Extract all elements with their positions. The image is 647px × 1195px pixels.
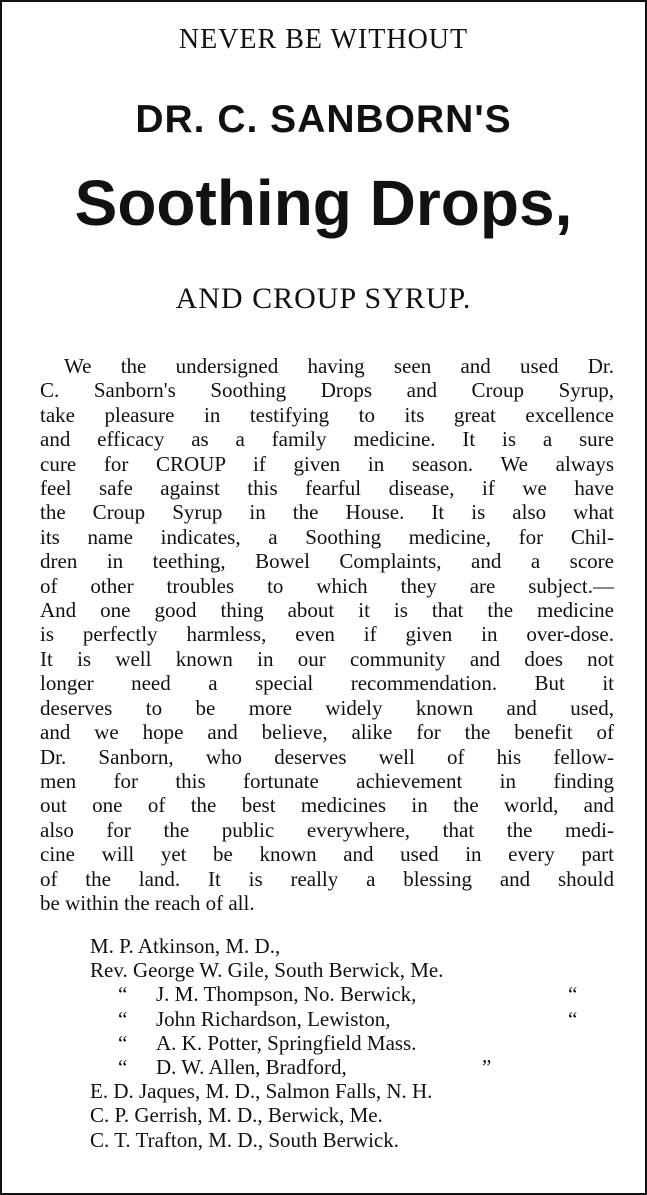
headline-dr-sanborn: DR. C. SANBORN'S (135, 98, 512, 141)
headline-never-be-without: NEVER BE WITHOUT (178, 24, 469, 55)
body-line: of other troubles to which they are subject.— (40, 573, 614, 598)
body-line: also for the public everywhere, that the medi- (40, 817, 614, 842)
body-line: cure for CROUP if given in season. We always (40, 451, 614, 476)
body-line: its name indicates, a Soothing medicine, for Chil- (40, 524, 614, 549)
body-line: We the undersigned having seen and used Dr. (64, 354, 614, 378)
body-line: C. Sanborn's Soothing Drops and Croup Syrup, (40, 378, 614, 403)
testimonial-paragraph (40, 354, 614, 915)
body-line: Dr. Sanborn, who deserves well of his fellow- (40, 744, 614, 769)
headline-soothing-drops: Soothing Drops, (74, 167, 573, 239)
body-line: deserves to be more widely known and used, (40, 695, 614, 720)
body-line: is perfectly harmless, even if given in over-dose. (40, 622, 614, 647)
signer-list (90, 934, 600, 1152)
body-line: take pleasure in testifying to its great excellence (40, 402, 614, 427)
signer-name: E. D. Jaques, M. D., Salmon Falls, N. H. (90, 1079, 433, 1104)
signer-row (90, 1128, 600, 1152)
signer-name: M. P. Atkinson, M. D., (90, 934, 281, 958)
body-line: and we hope and believe, alike for the benefit of (40, 720, 614, 745)
signer-row (90, 934, 600, 958)
body-line: be within the reach of all. (40, 890, 255, 915)
body-line: men for this fortunate achievement in finding (40, 768, 614, 793)
body-line: the Croup Syrup in the House. It is also what (40, 500, 614, 525)
ditto-mark: “ (118, 1030, 128, 1055)
signer-name: C. P. Gerrish, M. D., Berwick, Me. (90, 1103, 383, 1128)
ditto-mark: “ (568, 982, 578, 1007)
headline-croup-syrup: AND CROUP SYRUP. (175, 282, 472, 315)
signer-name: John Richardson, Lewiston, (156, 1006, 391, 1031)
body-line: of the land. It is really a blessing and should (40, 866, 614, 891)
body-line: It is well known in our community and does not (40, 646, 614, 671)
ditto-mark: “ (568, 1006, 578, 1031)
body-line: And one good thing about it is that the medicine (40, 598, 614, 623)
signer-name: Rev. George W. Gile, South Berwick, Me. (90, 958, 444, 983)
signer-row (90, 982, 600, 1006)
signer-name: D. W. Allen, Bradford, (156, 1054, 347, 1079)
ditto-mark: “ (118, 1006, 128, 1031)
signer-row (90, 1055, 600, 1079)
signer-row (90, 1031, 600, 1055)
signer-row (90, 1007, 600, 1031)
signer-name: J. M. Thompson, No. Berwick, (156, 982, 417, 1007)
body-line: and efficacy as a family medicine. It is a sure (40, 427, 614, 452)
ditto-mark: “ (118, 982, 128, 1007)
signer-row (90, 958, 600, 982)
body-line: out one of the best medicines in the world, and (40, 793, 614, 818)
signer-row (90, 1103, 600, 1127)
ditto-mark: “ (118, 1054, 128, 1079)
body-line: dren in teething, Bowel Complaints, and a score (40, 549, 614, 574)
body-line: cine will yet be known and used in every part (40, 842, 614, 867)
signer-row (90, 1079, 600, 1103)
body-line: longer need a special recommendation. But it (40, 671, 614, 696)
signer-name: C. T. Trafton, M. D., South Berwick. (90, 1127, 399, 1152)
body-line: feel safe against this fearful disease, if we have (40, 476, 614, 501)
signer-name: A. K. Potter, Springfield Mass. (156, 1030, 417, 1055)
ditto-mark: ” (482, 1054, 492, 1079)
